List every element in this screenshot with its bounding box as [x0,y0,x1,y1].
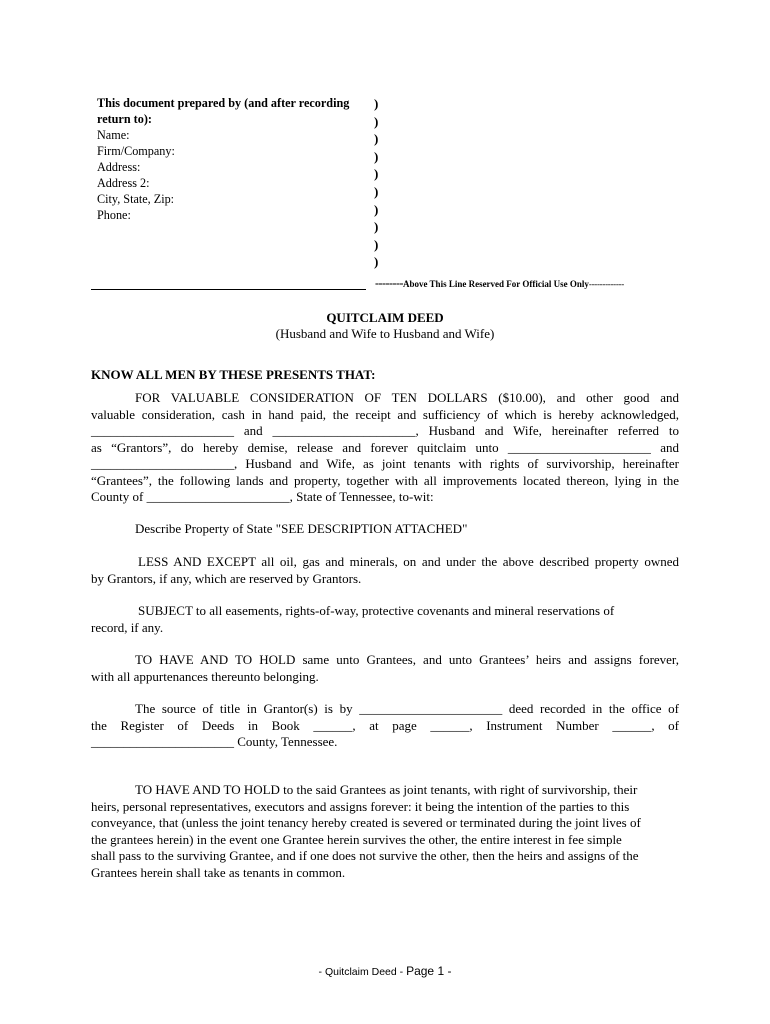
document-title: QUITCLAIM DEED [326,310,444,325]
name-field-label: Name: [97,128,130,142]
paren: ) [374,113,379,129]
paren: ) [374,148,379,164]
address-field-label: Address: [97,160,141,174]
footer-label: - Quitclaim Deed - [318,966,407,978]
paren: ) [374,219,379,235]
prepared-by-title: This document prepared by (and after recording [97,96,350,110]
paragraph-line: record, if any. [91,619,164,635]
official-use-line [375,276,624,291]
paren: ) [374,96,379,111]
paragraph-line: SUBJECT to all easements, rights-of-way, protective covenants and mineral reservations of [138,603,615,618]
paragraph-line: as “Grantors”, do hereby demise, release and forever quitclaim unto ______________________ and [91,439,679,455]
paragraph-line: the Register of Deeds in Book ______, at page ______, Instrument Number ______, of [91,717,679,733]
paren: ) [374,254,379,270]
paren: ) [374,166,379,182]
paragraph-line: FOR VALUABLE CONSIDERATION OF TEN DOLLARS ($10.00), and other good and [135,390,679,405]
paragraph-line: ______________________ County, Tennessee. [91,734,338,749]
paren: ) [374,131,379,147]
paragraph-line: by Grantors, if any, which are reserved by Grantors. [91,570,362,586]
paragraph-line: shall pass to the surviving Grantee, and if one does not survive the other, then the heirs and assigns of the [91,848,639,863]
paragraph-line: Grantees herein shall take as tenants in common. [91,864,346,880]
page-number: Page 1 - [406,964,452,978]
paragraph-line: heirs, personal representatives, executors and assigns forever: it being the intention of the parties to this [91,798,630,814]
paren: ) [374,201,379,217]
paragraph-line: TO HAVE AND TO HOLD same unto Grantees, and unto Grantees’ heirs and assigns forever, [135,652,679,667]
firm-field-label: Firm/Company: [97,144,175,158]
source-of-title-paragraph [91,701,679,751]
paragraph-line: ______________________ and ______________________, Husband and Wife, hereinafter referred to [91,423,679,438]
paragraph-line: TO HAVE AND TO HOLD to the said Grantees as joint tenants, with right of survivorship, their [135,782,638,797]
recording-divider-line [91,289,366,290]
property-description-line: Describe Property of State "SEE DESCRIPTION ATTACHED" [135,521,468,536]
document-subtitle: (Husband and Wife to Husband and Wife) [275,326,495,341]
city-state-zip-field-label: City, State, Zip: [97,192,175,206]
know-all-men-heading: KNOW ALL MEN BY THESE PRESENTS THAT: [91,367,376,382]
paragraph-line: The source of title in Grantor(s) is by ______________________ deed recorded in the office of [135,701,679,716]
address2-field-label: Address 2: [97,176,150,190]
phone-field-label: Phone: [97,208,131,222]
page-footer [0,964,770,978]
paragraph-line: valuable consideration, cash in hand paid, the receipt and sufficiency of which is hereby acknowledged, [91,406,679,422]
official-use-text: Above This Line Reserved For Official Use Only [402,279,589,289]
habendum-paragraph [91,652,679,685]
paren: ) [374,236,379,252]
official-use-lead-dashes: -------- [375,276,403,290]
less-and-except-paragraph [91,554,679,587]
joint-tenancy-paragraph [91,782,679,881]
subject-to-paragraph [91,603,621,636]
prepared-by-title-cont: return to): [97,112,152,126]
paren: ) [374,183,379,199]
consideration-paragraph [91,390,679,506]
paren-column [374,95,378,271]
paragraph-line: conveyance, that (unless the joint tenancy hereby created is severed or terminated during the joint lives of [91,815,641,830]
official-use-trail-dashes: ------------- [588,279,624,289]
paragraph-line: County of ______________________, State of Tennessee, to-wit: [91,489,434,504]
paragraph-line: with all appurtenances thereunto belonging. [91,668,319,684]
paragraph-line: ______________________, Husband and Wife, as joint tenants with rights of survivorship, hereinafter [91,456,679,471]
paragraph-line: the grantees herein) in the event one Grantee herein survives the other, the entire interest in fee simple [91,831,622,847]
paragraph-line: LESS AND EXCEPT all oil, gas and minerals, on and under the above described property owned [138,554,679,569]
paragraph-line: “Grantees”, the following lands and property, together with all improvements located thereon, lying in the [91,472,679,488]
